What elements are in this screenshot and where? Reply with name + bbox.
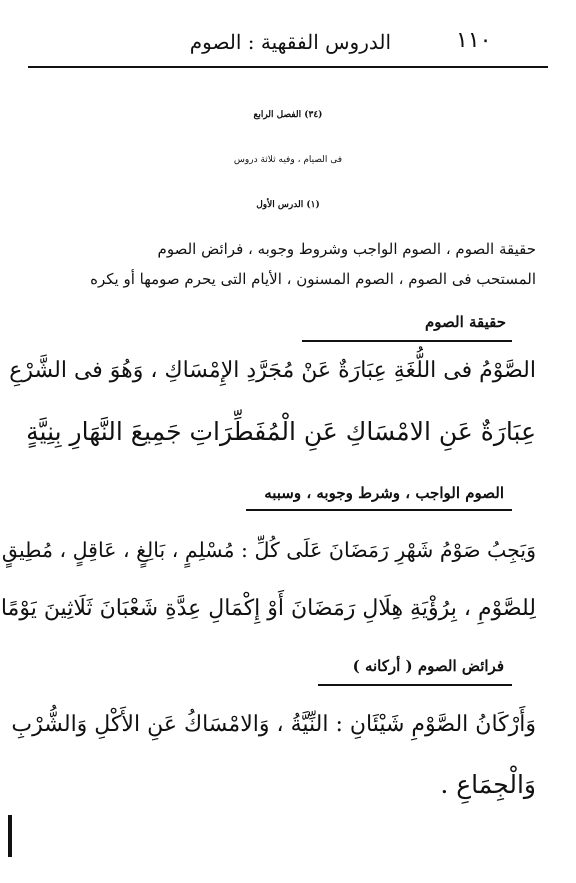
page-number: ١١٠ <box>456 28 492 53</box>
lesson-title: (١) الدرس الأول <box>256 200 320 210</box>
header-rule <box>28 66 548 68</box>
margin-mark <box>8 815 12 857</box>
chapter-title: (٣٤) الفصل الرابع <box>253 110 323 120</box>
section-rule <box>246 509 512 511</box>
section-heading-definition: حقيقة الصوم <box>424 313 506 331</box>
contents-summary-line: المستحب فى الصوم ، الصوم المسنون ، الأيام التى يحرم صومها أو يكره <box>90 270 536 288</box>
body-text-line: عِبَارَةٌ عَنِ الامْسَاكِ عَنِ الْمُفَطِّرَاتِ جَمِيعَ النَّهَارِ بِنِيَّةٍ <box>26 417 536 446</box>
body-text-line: وَيَجِبُ صَوْمُ شَهْرِ رَمَضَانَ عَلَى كُلِّ : مُسْلِمٍ ، بَالِغٍ ، عَاقِلٍ ، مُطِيقٍ <box>1 538 536 562</box>
body-text-line: وَالْجِمَاعِ . <box>440 770 536 799</box>
contents-summary-line: حقيقة الصوم ، الصوم الواجب وشروط وجوبه ، فرائض الصوم <box>157 240 536 258</box>
section-heading-pillars: فرائض الصوم ( أركانه ) <box>352 657 504 675</box>
chapter-subtitle: فى الصيام ، وفيه ثلاثة دروس <box>233 155 343 165</box>
section-rule <box>302 340 512 342</box>
section-rule <box>318 684 512 686</box>
body-text-line: لِلصَّوْمِ ، بِرُؤْيَةِ هِلَالِ رَمَضَانَ أَوْ إِكْمَالِ عِدَّةِ شَعْبَانَ ثَلَاثِينَ يَوْمًا <box>0 596 536 621</box>
running-title: الدروس الفقهية : الصوم <box>189 30 391 54</box>
body-text-line: الصَّوْمُ فى اللُّغَةِ عِبَارَةٌ عَنْ مُجَرَّدِ الإِمْسَاكِ ، وَهُوَ فى الشَّرْعِ <box>9 358 536 383</box>
section-heading-obligatory-fast: الصوم الواجب ، وشرط وجوبه ، وسببه <box>264 484 504 502</box>
body-text-line: وَأَرْكَانُ الصَّوْمِ شَيْئَانِ : النِّيَّةُ ، وَالامْسَاكُ عَنِ الأَكْلِ وَالشُّرْبِ <box>11 712 536 737</box>
